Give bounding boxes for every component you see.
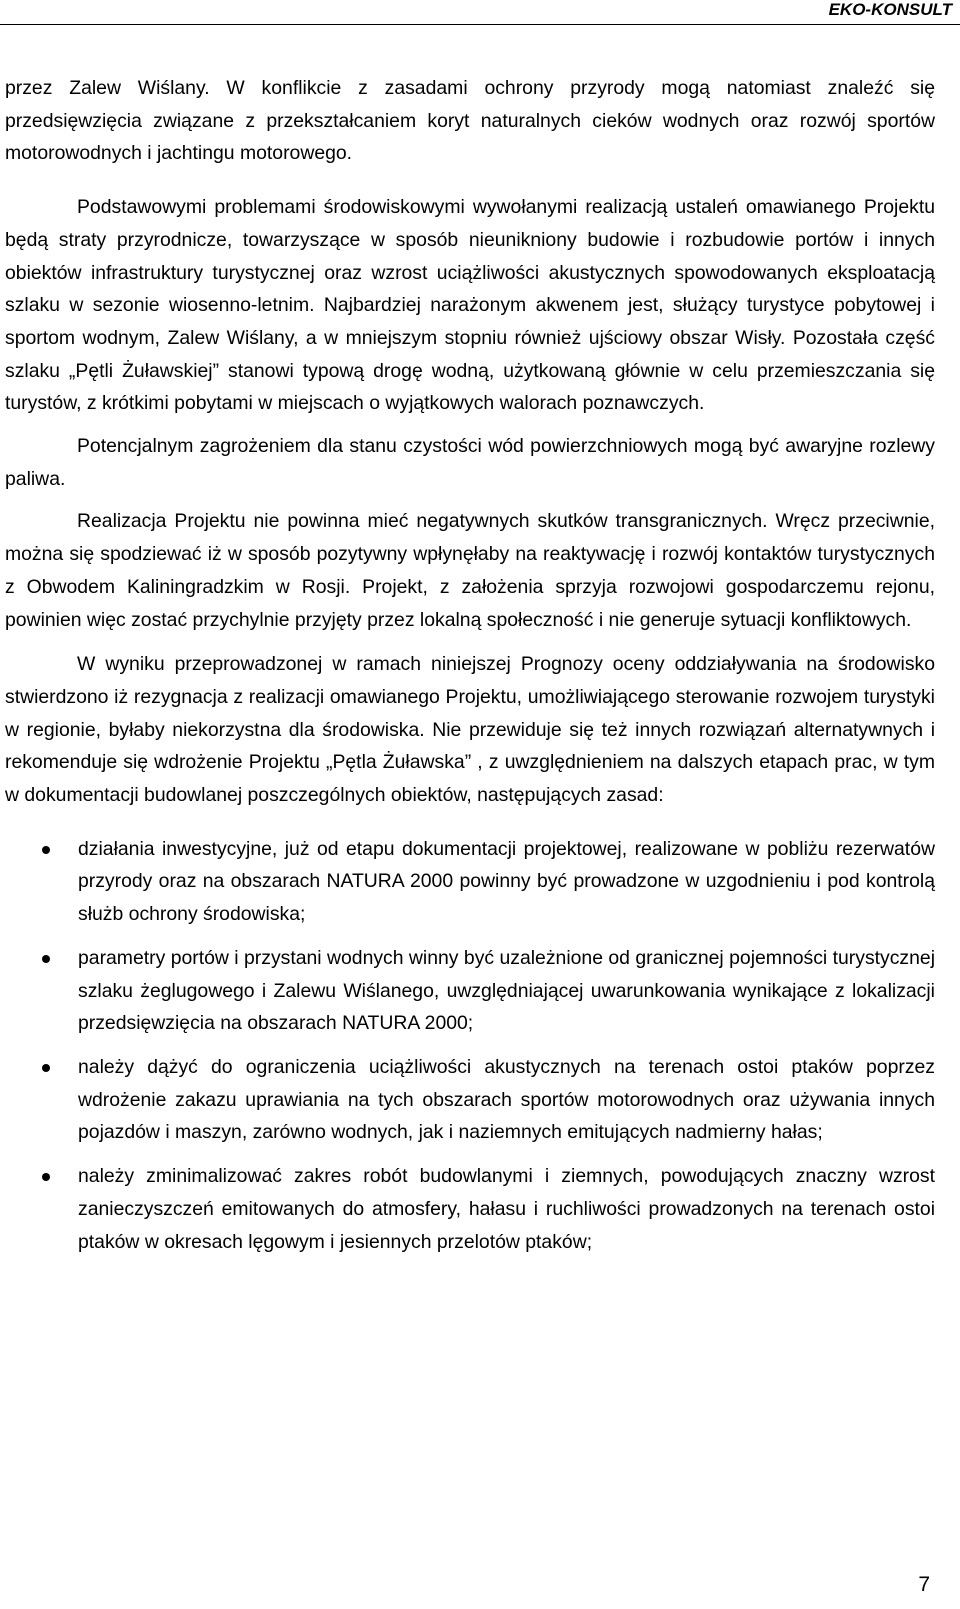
list-item [5, 942, 935, 1040]
list-item-text: należy zminimalizować zakres robót budowlanymi i ziemnych, powodujących znaczny wzrost zanieczyszczeń emitowanych do atmosfery, hałasu i ruchliwości prowadzonych na terenach ostoi ptaków w okresach lęgowym i jesiennych przelotów ptaków; [78, 1165, 935, 1253]
bullet-icon [42, 1173, 50, 1181]
paragraph-3: Potencjalnym zagrożeniem dla stanu czystości wód powierzchniowych mogą być awaryjne rozlewy paliwa. [5, 435, 935, 490]
list-item [5, 1051, 935, 1149]
page-number: 7 [918, 1573, 930, 1596]
page-header [0, 0, 960, 25]
header-title: EKO-KONSULT [828, 0, 952, 19]
paragraph-1: przez Zalew Wiślany. W konflikcie z zasadami ochrony przyrody mogą natomiast znaleźć się przedsięwzięcia związane z przekształcaniem koryt naturalnych cieków wodnych oraz rozwój sportów motorowodnych i jachtingu motorowego. [5, 77, 935, 165]
list-item-text: należy dążyć do ograniczenia uciążliwości akustycznych na terenach ostoi ptaków poprzez wdrożenie zakazu uprawiania na tych obszarach sportów motorowodnych oraz używania innych pojazdów i maszyn, zarówno wodnych, jak i naziemnych emitujących nadmierny hałas; [78, 1055, 935, 1144]
list-item [5, 833, 935, 931]
list-item-text: działania inwestycyjne, już od etapu dokumentacji projektowej, realizowane w pobliżu rezerwatów przyrody oraz na obszarach NATURA 2000 powinny być prowadzone w uzgodnieniu i pod kontrolą służb ochrony środowiska; [78, 837, 935, 926]
bullet-icon [42, 846, 50, 854]
paragraph-4: Realizacja Projektu nie powinna mieć negatywnych skutków transgranicznych. Wręcz przeciwnie, można się spodziewać iż w sposób pozytywny wpłynęłaby na reaktywację i rozwój kontaktów turystycznych z Obwodem Kaliningradzkim w Rosji. Projekt, z założenia sprzyja rozwojowi gospodarczemu rejonu, powinien więc zostać przychylnie przyjęty przez lokalną społeczność i nie generuje sytuacji konfliktowych. [5, 510, 935, 631]
paragraph-2: Podstawowymi problemami środowiskowymi wywołanymi realizacją ustaleń omawianego Projektu będą straty przyrodnicze, towarzyszące w sposób nieunikniony budowie i rozbudowie portów i innych obiektów infrastruktury turystycznej oraz wzrost uciążliwości akustycznych spowodowanych eksploatacją szlaku w sezonie wiosenno-letnim. Najbardziej narażonym akwenem jest, służący turystyce pobytowej i sportom wodnym, Zalew Wiślany, a w mniejszym stopniu również ujściowy obszar Wisły. Pozostała część szlaku „Pętli Żuławskiej” stanowi typową drogę wodną, użytkowaną głównie w celu przemieszczania się turystów, z krótkimi pobytami w miejscach o wyjątkowych walorach poznawczych. [5, 196, 935, 415]
bullet-icon [42, 955, 50, 963]
bullet-icon [42, 1064, 50, 1072]
list-item-text: parametry portów i przystani wodnych winny być uzależnione od granicznej pojemności turystycznej szlaku żeglugowego i Zalewu Wiślanego, uwzględniającej uwarunkowania wynikające z lokalizacji przedsięwzięcia na obszarach NATURA 2000; [78, 946, 935, 1035]
document-body [5, 72, 935, 1258]
recommendations-list [5, 833, 935, 1258]
paragraph-5: W wyniku przeprowadzonej w ramach niniejszej Prognozy oceny oddziaływania na środowisko stwierdzono iż rezygnacja z realizacji omawianego Projektu, umożliwiającego sterowanie rozwojem turystyki w regionie, byłaby niekorzystna dla środowiska. Nie przewiduje się też innych rozwiązań alternatywnych i rekomenduje się wdrożenie Projektu „Pętla Żuławska” , z uwzględnieniem na dalszych etapach prac, w tym w dokumentacji budowlanej poszczególnych obiektów, następujących zasad: [5, 653, 935, 807]
list-item [5, 1160, 935, 1258]
